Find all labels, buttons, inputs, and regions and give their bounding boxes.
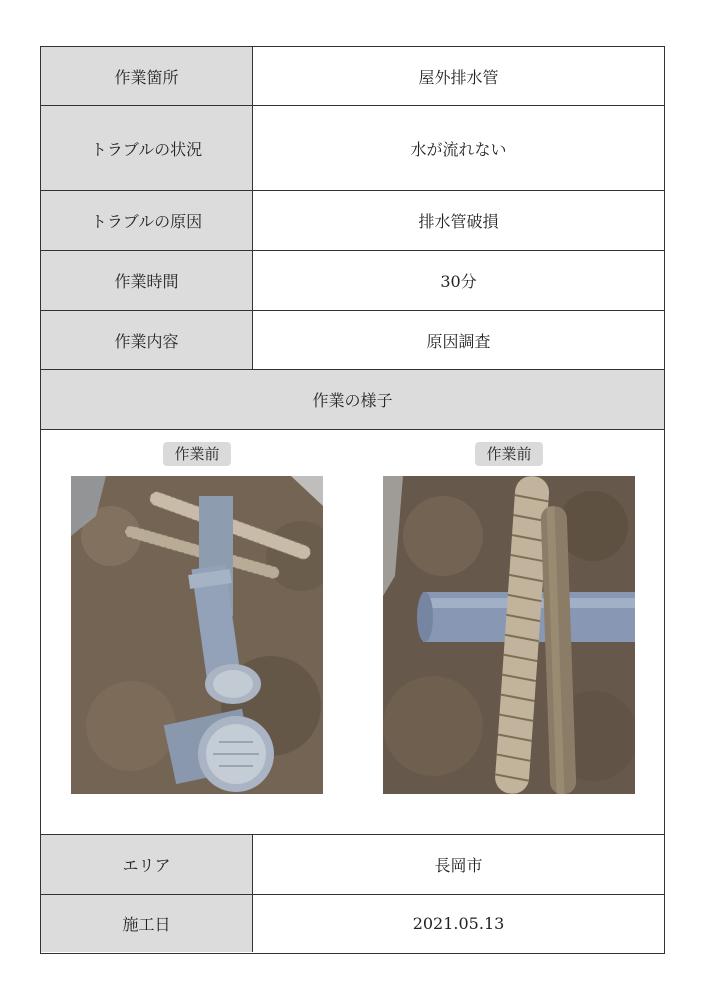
photo-area <box>41 430 664 835</box>
row-value: 排水管破損 <box>253 191 664 250</box>
section-header: 作業の様子 <box>41 370 664 429</box>
photo-before-1 <box>71 476 323 794</box>
row-work-location <box>41 47 664 106</box>
row-work-time <box>41 251 664 311</box>
row-trouble-status <box>41 106 664 191</box>
row-label: トラブルの原因 <box>41 191 253 250</box>
row-label: 作業時間 <box>41 251 253 310</box>
row-value: 2021.05.13 <box>253 895 664 952</box>
row-value: 原因調査 <box>253 311 664 369</box>
row-value: 長岡市 <box>253 835 664 894</box>
photo-block-right <box>383 442 635 794</box>
photo-caption: 作業前 <box>163 442 231 466</box>
photo-block-left <box>71 442 323 794</box>
row-label: エリア <box>41 835 253 894</box>
row-label: 施工日 <box>41 895 253 952</box>
row-value: 屋外排水管 <box>253 47 664 105</box>
photo-before-2 <box>383 476 635 794</box>
row-value: 水が流れない <box>253 106 664 190</box>
row-trouble-cause <box>41 191 664 251</box>
photo-caption: 作業前 <box>475 442 543 466</box>
row-label: 作業箇所 <box>41 47 253 105</box>
work-report-table <box>40 46 665 954</box>
row-work-content <box>41 311 664 370</box>
row-area <box>41 835 664 895</box>
section-header-row <box>41 370 664 430</box>
row-label: トラブルの状況 <box>41 106 253 190</box>
row-construction-date <box>41 895 664 952</box>
row-value: 30分 <box>253 251 664 310</box>
row-label: 作業内容 <box>41 311 253 369</box>
